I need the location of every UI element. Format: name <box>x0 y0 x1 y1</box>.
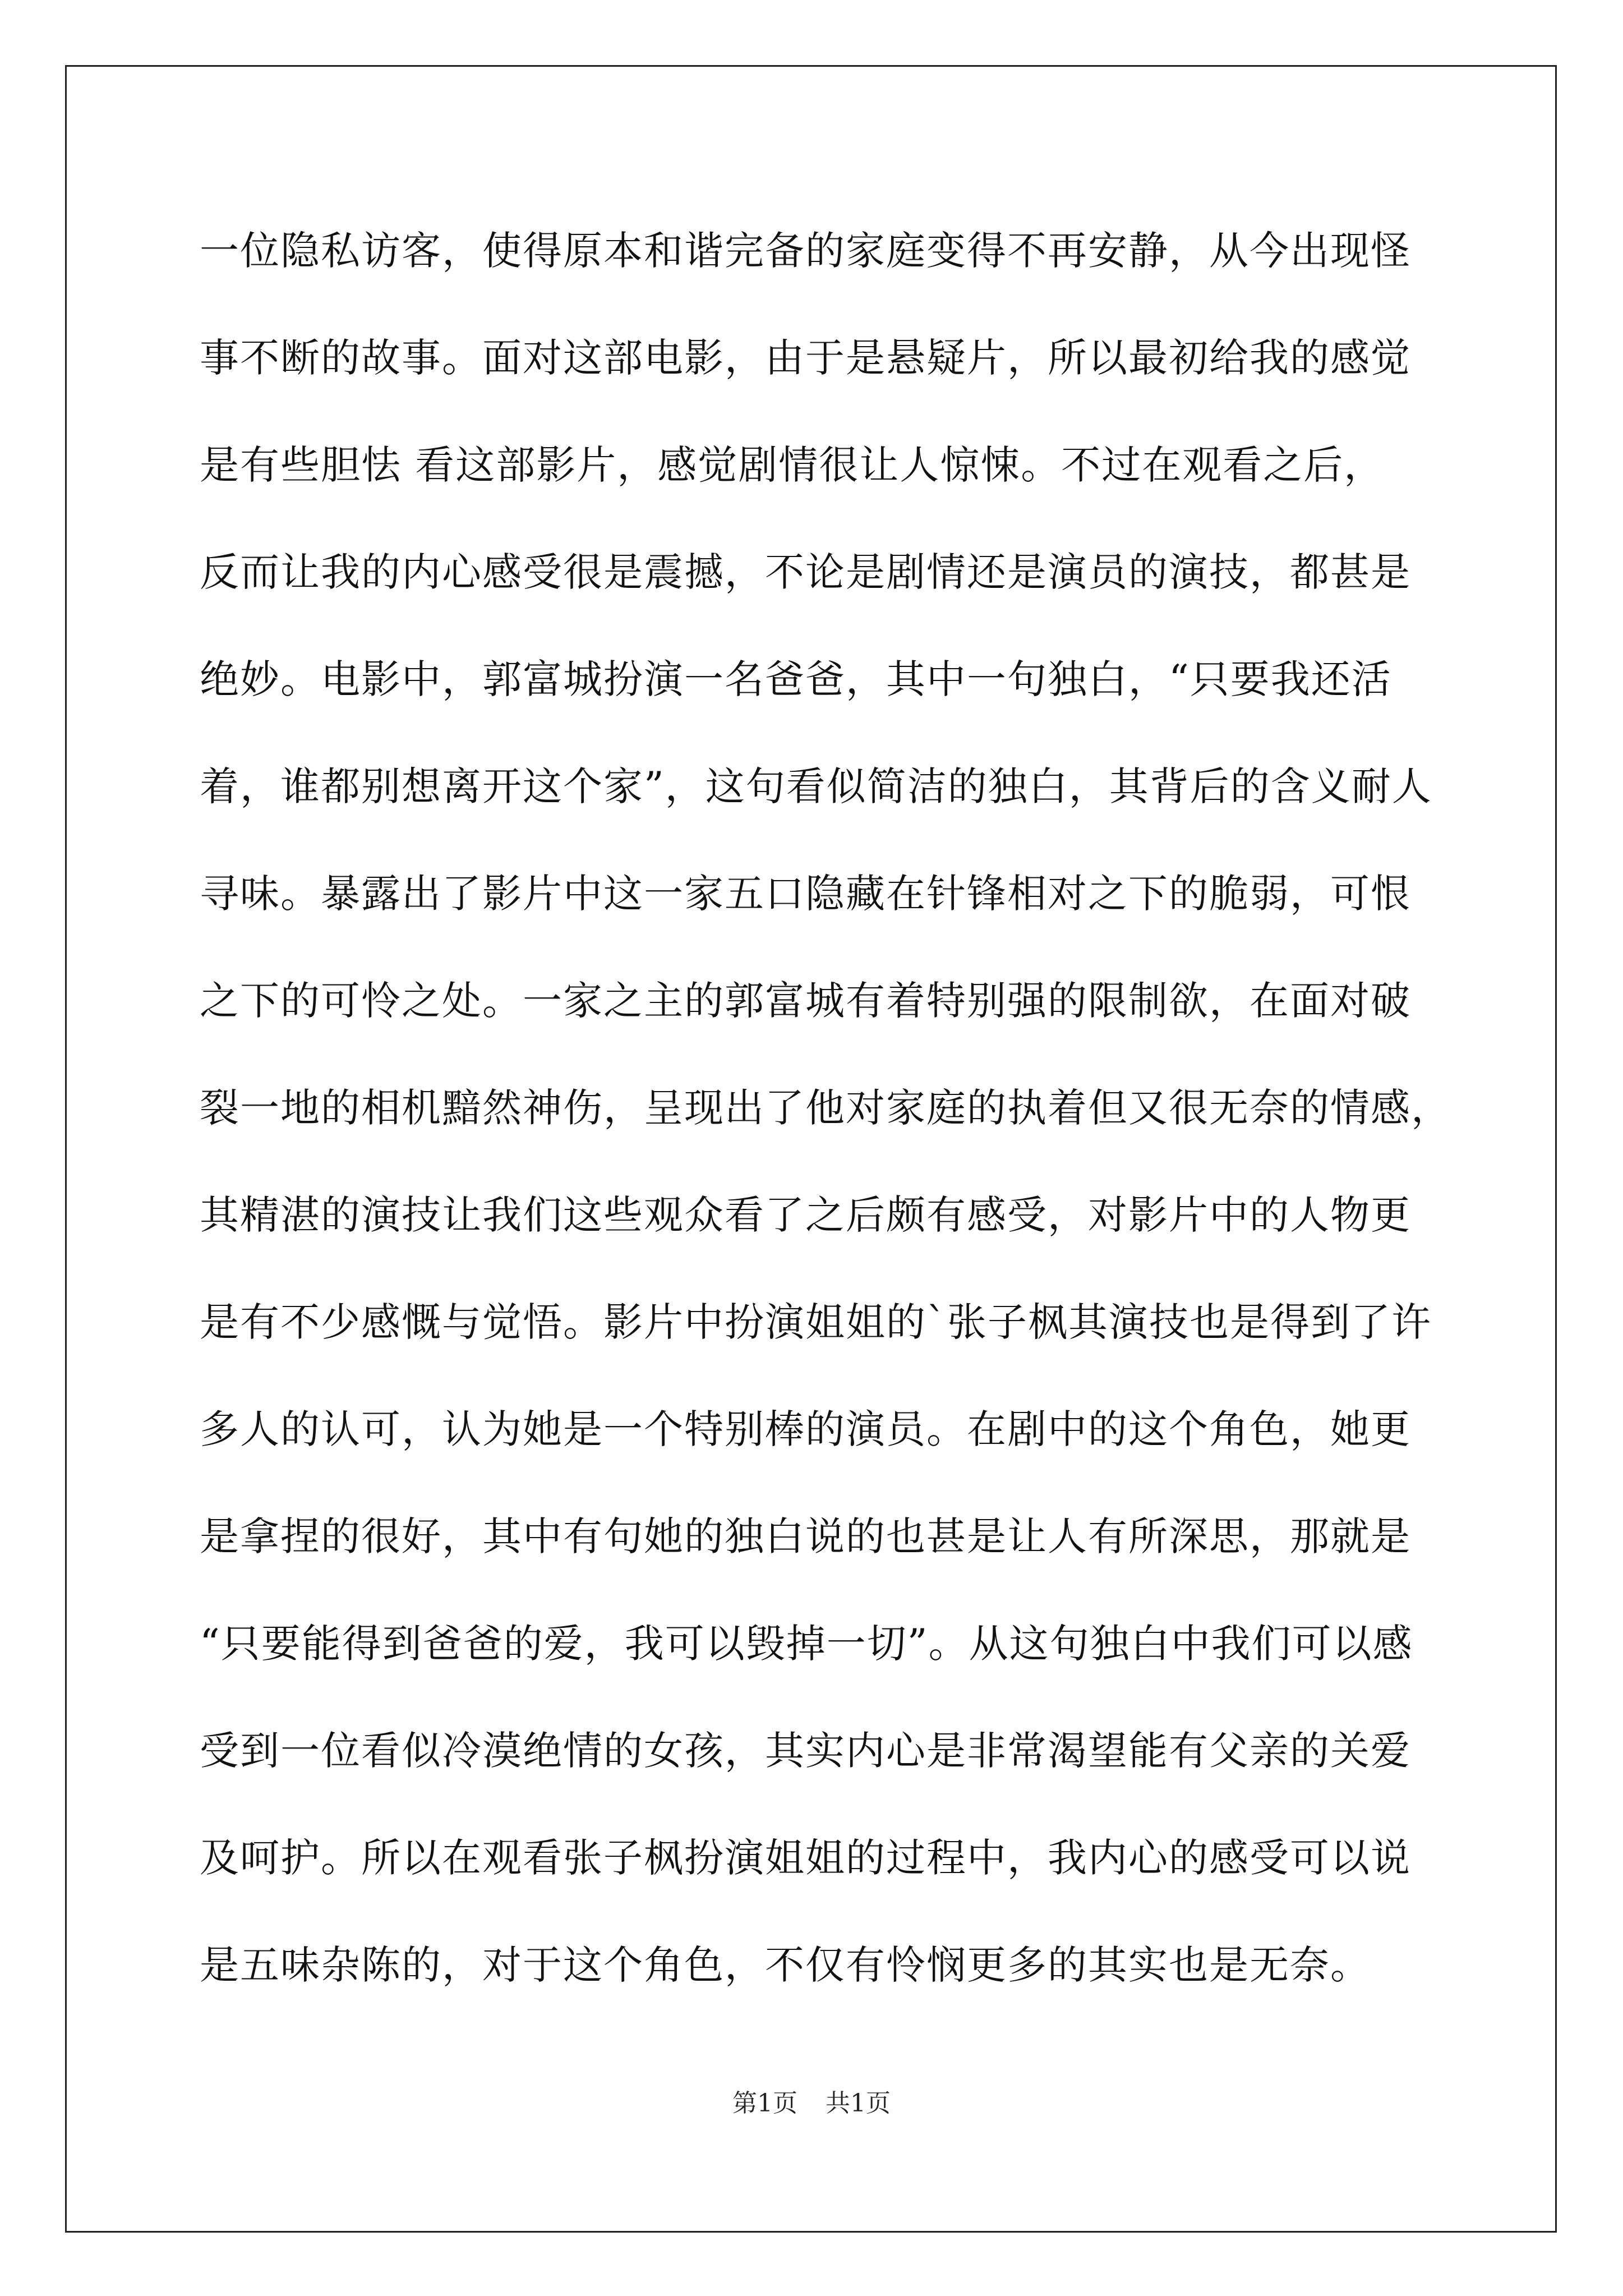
text-line: 之下的可怜之处。一家之主的郭富城有着特别强的限制欲，在面对破 <box>200 978 1411 1024</box>
text-line: 是有不少感慨与觉悟。影片中扮演姐姐的`张子枫其演技也是得到了许 <box>200 1299 1432 1345</box>
text-line: 其精湛的演技让我们这些观众看了之后颇有感受，对影片中的人物更 <box>200 1192 1411 1238</box>
text-line: 是五味杂陈的，对于这个角色，不仅有怜悯更多的其实也是无奈。 <box>200 1942 1371 1988</box>
text-line: 寻味。暴露出了影片中这一家五口隐藏在针锋相对之下的脆弱，可恨 <box>200 871 1411 917</box>
page-number: 第1页 <box>732 2089 797 2118</box>
text-line: 受到一位看似冷漠绝情的女孩，其实内心是非常渴望能有父亲的关爱 <box>200 1728 1411 1774</box>
text-line: 及呵护。所以在观看张子枫扮演姐姐的过程中，我内心的感受可以说 <box>200 1835 1411 1881</box>
page-footer <box>0 2087 1623 2120</box>
text-line: 裂一地的相机黯然神伤，呈现出了他对家庭的执着但又很无奈的情感， <box>200 1085 1451 1131</box>
text-line: 着，谁都别想离开这个家”，这句看似简洁的独白，其背后的含义耐人 <box>200 763 1432 809</box>
text-line: 反而让我的内心感受很是震撼，不论是剧情还是演员的演技，都甚是 <box>200 549 1411 595</box>
text-line: 事不断的故事。面对这部电影，由于是悬疑片，所以最初给我的感觉 <box>200 335 1411 381</box>
text-line: 是拿捏的很好，其中有句她的独白说的也甚是让人有所深思，那就是 <box>200 1513 1411 1559</box>
page-total: 共1页 <box>826 2089 891 2118</box>
text-line: 一位隐私访客，使得原本和谐完备的家庭变得不再安静，从今出现怪 <box>200 228 1411 274</box>
text-line: “只要能得到爸爸的爱，我可以毁掉一切”。从这句独白中我们可以感 <box>200 1621 1413 1667</box>
text-line: 多人的认可，认为她是一个特别棒的演员。在剧中的这个角色，她更 <box>200 1406 1411 1452</box>
text-line: 是有些胆怯 看这部影片，感觉剧情很让人惊悚。不过在观看之后， <box>200 442 1385 488</box>
text-line: 绝妙。电影中，郭富城扮演一名爸爸，其中一句独白，“只要我还活 <box>200 656 1392 702</box>
